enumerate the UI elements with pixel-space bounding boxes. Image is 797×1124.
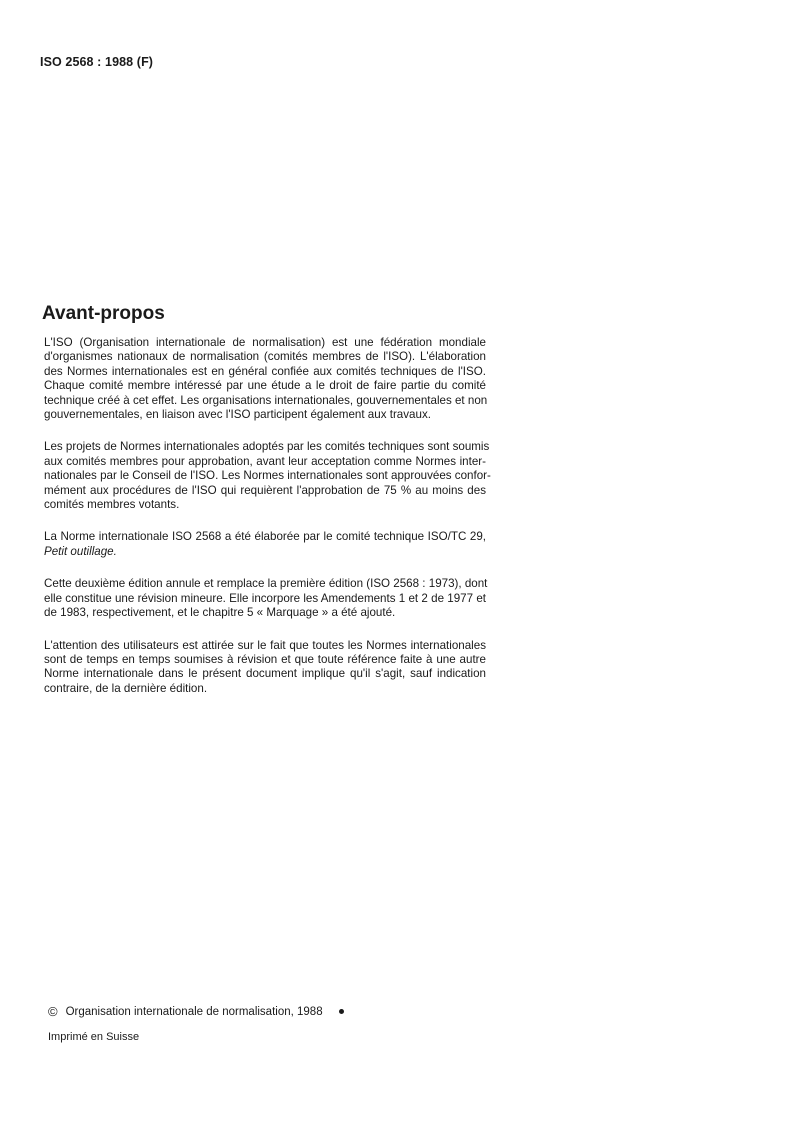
text-line: L'ISO (Organisation internationale de normalisation) est une fédération mondiale: [44, 336, 486, 349]
text-line: Les projets de Normes internationales adoptés par les comités techniques sont soumis: [44, 440, 490, 454]
copyright-text: Organisation internationale de normalisation, 1988: [65, 1005, 323, 1018]
text-line: Chaque comité membre intéressé par une étude a le droit de faire partie du comité: [44, 379, 486, 393]
document-id-header: ISO 2568 : 1988 (F): [40, 55, 154, 69]
copyright-icon: ©: [48, 1004, 58, 1019]
paragraph-attention: [44, 639, 486, 697]
text-line: sont de temps en temps soumises à révision et que toute référence faite à une autre: [44, 652, 486, 666]
text-line: Cette deuxième édition annule et remplace la première édition (ISO 2568 : 1973), dont: [44, 577, 488, 591]
printed-location: Imprimé en Suisse: [48, 1031, 140, 1043]
text-line: mément aux procédures de l'ISO qui requièrent l'approbation de 75 % au moins des: [44, 483, 486, 497]
committee-title: Petit outillage.: [44, 544, 117, 558]
text-line: La Norme internationale ISO 2568 a été élaborée par le comité technique ISO/TC 29,: [44, 530, 486, 544]
paragraph-committee: [44, 530, 486, 559]
text-line: des Normes internationales est en général confiée aux comités techniques de l'ISO.: [44, 364, 486, 378]
copyright-notice: [48, 1004, 344, 1019]
paragraph-edition: [44, 577, 486, 620]
text-line: technique créé à cet effet. Les organisations internationales, gouvernementales et non: [44, 393, 488, 407]
text-line: gouvernementales, en liaison avec l'ISO participent également aux travaux.: [44, 408, 431, 422]
text-line: contraire, de la dernière édition.: [44, 681, 208, 695]
text-line: elle constitue une révision mineure. Elle incorpore les Amendements 1 et 2 de 1977 et: [44, 591, 486, 605]
text-line: nationales par le Conseil de l'ISO. Les Normes internationales sont approuvées confor-: [44, 469, 491, 483]
bullet-dot-icon: [339, 1009, 344, 1014]
paragraph-approval: [44, 440, 491, 512]
foreword-body: [44, 336, 491, 714]
text-line: de 1983, respectivement, et le chapitre 5 « Marquage » a été ajouté.: [44, 606, 396, 620]
text-line: comités membres votants.: [44, 498, 180, 512]
text-line: aux comités membres pour approbation, avant leur acceptation comme Normes inter-: [44, 454, 486, 468]
section-title: Avant-propos: [42, 303, 165, 324]
text-line: L'attention des utilisateurs est attirée sur le fait que toutes les Normes internationales: [44, 638, 486, 652]
text-line: d'organismes nationaux de normalisation (comités membres de l'ISO). L'élaboration: [44, 350, 486, 364]
paragraph-iso-intro: [44, 336, 486, 422]
text-line: Norme internationale dans le présent document implique qu'il s'agit, sauf indication: [44, 667, 486, 681]
